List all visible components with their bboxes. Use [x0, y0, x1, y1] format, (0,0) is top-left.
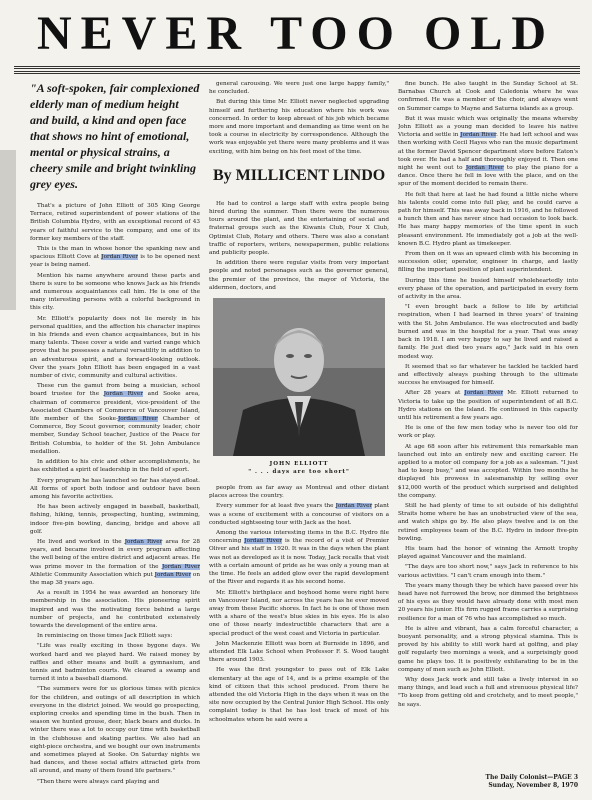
portrait-photo — [213, 298, 385, 456]
article-paragraph: He was the first youngster to pass out of Elk Lake elementary at the age of 14, and is a prime example of the kind of citizen that this school produced. From there he attended the old Victoria High in the days when it was on the site now occupied by the Central Junior High School. His only complaint today is that he has lost track of most of his schoolmates whom he said were a — [209, 667, 389, 723]
article-paragraph: This is the man in whose honor the spanking new and spacious Elliott Cove at Jordan River is to be opened next year is being named. — [30, 246, 200, 269]
photo-caption — [209, 460, 389, 476]
article-paragraph: He felt that here at last he had found a little niche where his talents could come into full play, and he could carve a path for himself. This was away back in 1916, and he followed a hunch then and has never since had occasion to look back. He has many happy memories of the time spent in such pleasant environment. He immediately got a job at the well-known B.C. Hydro plant as timekeeper. — [398, 191, 578, 247]
article-paragraph: Mr. Elliott's birthplace and boyhood home were right here on Vancouver Island, nor across the years has he ever moved away from these Pacific shores. In fact he is one of those men with a share of the west's blue skies in his eyes. He is also one of those nearly indestructible characters that are a special product of the west coast and Victoria in particular. — [209, 589, 389, 637]
highlight-jordan-river: Jordan River — [464, 390, 504, 397]
article-paragraph: During this time he busied himself wholeheartedly into every phase of the operation, and participated in every form of activity in the area. — [398, 277, 578, 301]
highlight-jordan-river: Jordan River — [117, 416, 158, 423]
article-column-2 — [209, 80, 389, 795]
headline: NEVER TOO OLD — [37, 7, 555, 60]
article-paragraph: In addition to his civic and other accomplishments, he has exhibited a spirit of leadership in the field of sport. — [30, 459, 200, 474]
highlight-jordan-river: Jordan River — [460, 132, 497, 139]
article-paragraph: These run the gamut from being a musician, school board trustee for the Jordan River and Sooke area, chairman of commerce president, vice-president of the Associated Chambers of Commerce of Vancouver Island, life member of the Sooke-Jordan River Chamber of Commerce, Boy Scout governor, community leader, choir member, Sunday School teacher, Justice of the Peace for British Columbia, to holder of the St. John Ambulance medallion. — [30, 383, 200, 455]
article-paragraph: "Then there were always card playing and — [37, 778, 160, 785]
highlight-jordan-river: Jordan River — [335, 503, 373, 510]
article-paragraph: From then on it was an upward climb with his becoming in succession oiler, operator, engineer in charge, and lastly filling the important position of plant superintendent. — [398, 251, 578, 274]
footer-date: Sunday, November 8, 1970 — [488, 782, 578, 789]
highlight-jordan-river: Jordan River — [244, 538, 282, 545]
article-paragraph: Mention his name anywhere around these parts and there is sure to be someone who knows Jack as his friends and numerous acquaintances call him. He is one of the many interesting persons with a colorful background in this city. — [30, 272, 200, 312]
article-paragraph: "The summers were for us glorious times with picnics for the children, and outings of all description in which everyone in the district joined. We would go prospecting, exploring creeks and spending time in the bush. Then in season we hunted grouse, deer, black bears and ducks. In winter there was a lot to occupy our time with basketball in the clubhouse and skating parties. We also had an eight-piece orchestra, and we bought our own instruments and sometimes played at Sooke. On Saturday nights we had dances, and these social affairs attracted girls from all around, and many of them found life partners." — [30, 686, 200, 775]
highlight-jordan-river: Jordan River — [162, 563, 200, 570]
article-paragraph: His team had the honor of winning the Armott trophy played against Vancouver and the mainland. — [398, 545, 578, 561]
article-paragraph: After 28 years at Jordan River Mr. Elliott returned to Victoria to take up the position of superintendent of all B.C. Hydro stations on the Island. He continued in this capacity until his retirement a few years ago. — [398, 390, 578, 421]
col2-body-bottom — [209, 484, 389, 724]
caption-quote: " . . . days are too short" — [248, 469, 350, 476]
highlight-jordan-river: Jordan River — [124, 538, 163, 545]
article-paragraph: In reminiscing on those times Jack Elliott says: — [37, 633, 173, 640]
article-paragraph: "The days are too short now," says Jack in reference to his various activities. "I can't cram enough into them." — [398, 564, 578, 579]
article-paragraph: It seemed that so far whatever he tackled he tackled hard and effectively always pushing through to the ultimate success he envisaged for himself. — [398, 363, 578, 387]
article-paragraph: Every program he has launched so far has stayed afloat. All forms of sport both indoor and outdoor have been among his favorite activities. — [30, 477, 200, 500]
col3-body — [398, 80, 578, 709]
article-paragraph: As a result in 1954 he was awarded an honorary life membership in the association. His pioneering spirit inspired and was the motivating force behind a large number of projects, and he contributed extensively towards the development of the entire area. — [30, 590, 200, 629]
col1-body — [30, 202, 200, 786]
highlight-jordan-river: Jordan River — [465, 165, 504, 172]
article-paragraph: Among the various interesting items in the B.C. Hydro file concerning Jordan River is the record of a visit of Premier Oliver and his staff in 1920. It was in the days when the plant was not as developed as it is now. Today, Jack recalls that visit with a certain amount of pride as he was only a young man at the time. He feels an added glow over the rapid development of the River and regards it as his second home. — [209, 530, 389, 586]
portrait-image — [213, 298, 385, 456]
article-paragraph: Why does Jack work and still take a lively interest in so many things, and lead such a full and strenuous physical life? "To keep from getting old and crotchety, and to meet people," he says. — [398, 677, 578, 708]
highlight-jordan-river: Jordan River — [103, 391, 143, 398]
article-paragraph: people from as far away as Montreal and other distant places across the country. — [209, 485, 389, 500]
caption-name: JOHN ELLIOTT — [269, 461, 329, 468]
article-paragraph: That's a picture of John Elliott of 305 King George Terrace, retired superintendent of power stations of the British Columbia Hydro, with an exceptional record of 43 years of faithful service to the company, and one of its former key members of the staff. — [30, 203, 200, 242]
divider — [14, 66, 580, 69]
article-paragraph: "Life was really exciting in those bygone days. We worked hard and we played hard. We raised money by raffles and other means and built a gymnasium, and tennis and badminton courts. We cleared a swamp and turned it into a baseball diamond. — [30, 643, 200, 683]
article-paragraph: He had to control a large staff with extra people being hired during the summer. Then there were the numerous tours around the plant, and the entertaining of social and fraternal groups such as the Kiwanis Club, Four X Club, Optimist Club, Rotary and others. There was also a constant traffic of reporters, writers, newspapermen, public relations and publicity people. — [209, 200, 389, 257]
article-paragraph: In addition there were regular visits from very important people and noted personages such as the governor general, the premier of the province, the mayor of Victoria, the aldermen, doctors, and — [209, 260, 389, 291]
col2-body-mid — [209, 200, 389, 292]
article-paragraph: But it was music which was originally the means whereby John Elliott as a young man decided to leave his native Victoria and settle in Jordan River. He had left school and was then working with Cecil Hayes who ran the music department at the former David Spencer department store before Eaton's took over. He had a half and thoroughly enjoyed it. Then one night he went out to Jordan River to play the piano for a dance. Once there he fell in love with the place, and on the spur of the moment decided to remain there. — [398, 115, 578, 188]
adjacent-page-edge — [0, 150, 16, 310]
article-paragraph: Every summer for at least five years the Jordan River plant was a scene of excitement with a concourse of visitors on a conducted sightseeing tour with Jack as the host. — [209, 503, 389, 526]
article-paragraph: The years many though they be which have passed over his head have not furrowed the brow, nor dimmed the brightness of his eyes as they would have already done with most men 20 years his junior. His firm rugged frame carries a surprising resilience for a man of 76 who has accomplished so much. — [398, 582, 578, 622]
article-column-1 — [30, 80, 200, 795]
article-paragraph: Mr. Elliott's popularity does not lie merely in his personal qualities, and the affection his character inspires in his friends and even chance acquaintances, but in his many talents. These cover a wide and varied range which prove that he possesses a natural versatility in addition to an adventurous spirit, and a forward-looking outlook. Over the years John Elliott has been engaged in a vast number of civic, community and cultural activities. — [30, 315, 200, 380]
col2-body-top — [209, 80, 389, 156]
intro-deck: "A soft-spoken, fair complexioned elderly man of medium height and build, a kind and open face that shows no hint of emotional, mental or physical strains, a cheery smile and bright twinkling grey eyes. — [30, 81, 200, 191]
article-paragraph: He is alive and vibrant, has a calm forceful character, a buoyant personality, and a strong physical stamina. This is proved by his ability to still work hard at golfing, and play golf regularly two mornings a week, and a surprisingly good game he plays too. It is positively exhilarating to be in the company of men such as John Elliott. — [398, 625, 578, 673]
highlight-jordan-river: Jordan River — [154, 571, 192, 578]
highlight-jordan-river: Jordan River — [101, 254, 139, 261]
article-paragraph: John Mackenzie Elliott was born at Burnside in 1896, and attended Elk Lake School when Professor F. S. Wood taught there around 1903. — [209, 640, 389, 664]
article-paragraph: Still he had plenty of time to sit outside of his delightful Straits home where he has an unobstructed view of the sea, and watch ships go by. He also plays twelve and is on the retired employees team of the B.C. Hydro in indoor five-pin bowling. — [398, 502, 578, 542]
article-paragraph: He lived and worked in the Jordan River area for 28 years, and became involved in every program affecting the well being of the entire district and adjacent areas. He was prime mover in the formation of the Jordan River Athletic Community Association which put Jordan River on the map 38 years ago. — [30, 538, 200, 586]
article-paragraph: "I even brought back a fellow to life by artificial respiration, when I had learned in three years' of training with the St. John Ambulance. He was electrocuted and badly burned and was in the hospital for a year. That was away back in 1918. I am very happy to say he lived and raised a family. He just died two years ago," Jack said in his own modest way. — [398, 304, 578, 360]
byline: By MILLICENT LINDO — [213, 166, 386, 184]
article-paragraph: He is one of the few men today who is never too old for work or play. — [398, 425, 578, 440]
article-paragraph: fine bunch. He also taught in the Sunday School at St. Barnabas Church at Cook and Caledonia where he was confirmed. He was a member of the choir, and always went on Summer camps to Mayne and Saturna islands as a group. — [398, 81, 578, 112]
article-paragraph: At age 68 soon after his retirement this remarkable man launched out into an entirely new and exciting career. He applied to a motor oil company for a job as a salesman. "I just had to keep busy," and was accepted. Within two months he displayed his prowess in salesmanship by selling over $12,000 worth of the product which surprised and delighted the company. — [398, 443, 578, 499]
article-column-3 — [398, 80, 578, 795]
footer-publication: The Daily Colonist—PAGE 3 — [485, 774, 578, 781]
article-paragraph: He has been actively engaged in baseball, basketball, fishing, hiking, tennis, prospecting, hunting, swimming, indoor five-pin bowling, dancing, bridge and above all golf. — [30, 504, 200, 535]
article-paragraph: general carousing. We were just one large happy family," he concluded. — [209, 81, 389, 96]
divider — [14, 71, 580, 74]
article-paragraph: But during this time Mr. Elliott never neglected upgrading himself and furthering his education where his work was concerned. In order to keep abreast of his job which became more and more important and demanding as time went on he took a course in electricity by correspondence. Although the work was enjoyable yet there were many problems and it was exciting, with him being on his feet most of the time. — [209, 99, 389, 155]
page-footer — [486, 774, 579, 790]
